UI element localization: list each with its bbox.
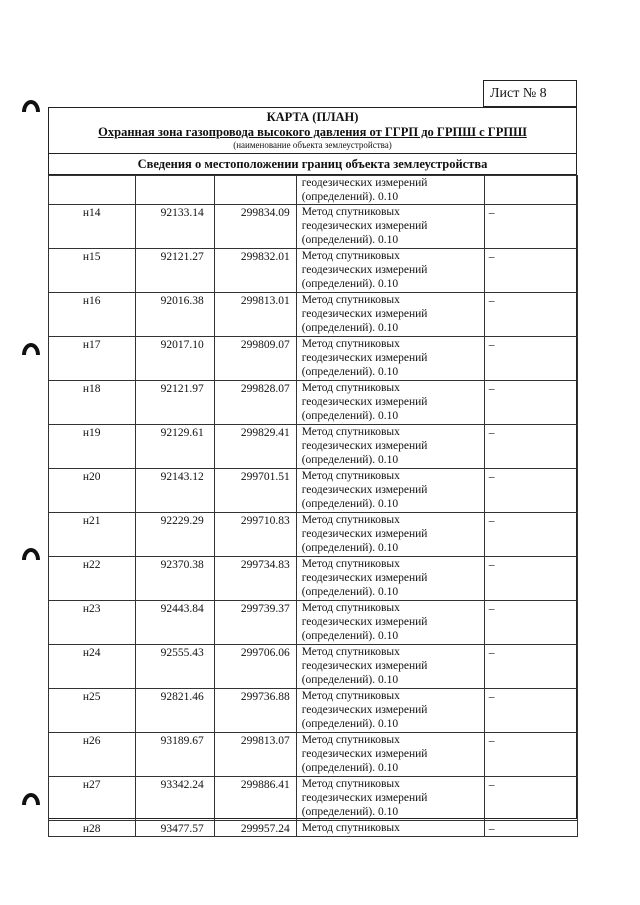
y-coordinate-cell: 299809.07: [214, 337, 296, 381]
table-row: [48, 557, 577, 601]
description-cell: –: [484, 249, 577, 293]
method-cell: [296, 205, 484, 249]
x-coordinate-cell: 93189.67: [135, 733, 214, 777]
point-number-cell: н14: [48, 205, 135, 249]
description-cell: –: [484, 777, 577, 821]
table-row: [48, 601, 577, 645]
method-cell: [296, 425, 484, 469]
coordinates-table: [48, 175, 578, 837]
table-row: [48, 733, 577, 777]
table-row-continuation: [48, 176, 577, 205]
y-coordinate-cell: 299734.83: [214, 557, 296, 601]
y-coordinate-cell: 299710.83: [214, 513, 296, 557]
method-cell: [296, 381, 484, 425]
y-coordinate-cell: 299701.51: [214, 469, 296, 513]
y-coordinate-cell: 299829.41: [214, 425, 296, 469]
method-cell: [296, 733, 484, 777]
method-line: геодезических измерений: [301, 264, 428, 276]
title-block: [49, 108, 576, 154]
y-coordinate-cell: 299834.09: [214, 205, 296, 249]
method-line: (определений). 0.10: [301, 191, 399, 203]
description-cell: –: [484, 425, 577, 469]
description-cell: –: [484, 293, 577, 337]
point-number-cell: н26: [48, 733, 135, 777]
method-line: геодезических измерений: [301, 352, 428, 364]
table-row: [48, 777, 577, 821]
object-name: Охранная зона газопровода высокого давления от ГГРП до ГРПШ с ГРПШ: [98, 125, 527, 139]
method-line: (определений). 0.10: [301, 586, 399, 598]
method-line: геодезических измерений: [301, 660, 428, 672]
table-row: [48, 381, 577, 425]
method-line: геодезических измерений: [301, 396, 428, 408]
method-line: геодезических измерений: [301, 616, 428, 628]
method-line: (определений). 0.10: [301, 762, 399, 774]
method-line: Метод спутниковых: [301, 514, 400, 526]
point-number-cell: н23: [48, 601, 135, 645]
method-line: геодезических измерений: [301, 220, 428, 232]
method-cell: [296, 557, 484, 601]
method-line: Метод спутниковых: [301, 822, 400, 834]
description-cell: –: [484, 205, 577, 249]
point-number-cell: н17: [48, 337, 135, 381]
table-row: [48, 821, 577, 837]
y-coordinate-cell: 299739.37: [214, 601, 296, 645]
method-line: Метод спутниковых: [301, 778, 400, 790]
punch-hole-mark: [22, 793, 40, 805]
method-cell: [296, 176, 484, 205]
point-number-cell: н24: [48, 645, 135, 689]
method-cell: [296, 293, 484, 337]
y-coordinate-cell: 299957.24: [214, 821, 296, 837]
method-cell: [296, 513, 484, 557]
y-coordinate-cell: 299828.07: [214, 381, 296, 425]
method-line: Метод спутниковых: [301, 250, 400, 262]
description-cell: –: [484, 733, 577, 777]
method-line: Метод спутниковых: [301, 206, 400, 218]
method-line: геодезических измерений: [301, 572, 428, 584]
method-cell: [296, 821, 484, 837]
method-line: Метод спутниковых: [301, 646, 400, 658]
page-title: КАРТА (ПЛАН): [266, 110, 359, 124]
method-line: (определений). 0.10: [301, 630, 399, 642]
coordinates-table-body: [48, 176, 577, 837]
point-cell: [48, 176, 135, 205]
method-cell: [296, 689, 484, 733]
description-cell: –: [484, 513, 577, 557]
method-line: (определений). 0.10: [301, 278, 399, 290]
method-line: геодезических измерений: [301, 528, 428, 540]
description-cell: –: [484, 689, 577, 733]
point-number-cell: н16: [48, 293, 135, 337]
method-line: Метод спутниковых: [301, 426, 400, 438]
point-number-cell: н18: [48, 381, 135, 425]
table-row: [48, 293, 577, 337]
x-coordinate-cell: 93477.57: [135, 821, 214, 837]
method-line: геодезических измерений: [301, 308, 428, 320]
sheet-number: Лист № 8: [483, 80, 577, 107]
point-number-cell: н25: [48, 689, 135, 733]
method-line: геодезических измерений: [301, 440, 428, 452]
x-coordinate-cell: 92129.61: [135, 425, 214, 469]
method-cell: [296, 337, 484, 381]
y-coordinate-cell: 299886.41: [214, 777, 296, 821]
description-cell: –: [484, 601, 577, 645]
point-number-cell: н15: [48, 249, 135, 293]
x-coordinate-cell: 92555.43: [135, 645, 214, 689]
method-line: (определений). 0.10: [301, 542, 399, 554]
y-coordinate-cell: 299706.06: [214, 645, 296, 689]
method-line: геодезических измерений: [301, 748, 428, 760]
point-number-cell: н28: [48, 821, 135, 837]
method-line: Метод спутниковых: [301, 690, 400, 702]
table-row: [48, 337, 577, 381]
table-row: [48, 689, 577, 733]
y-cell: [214, 176, 296, 205]
method-line: Метод спутниковых: [301, 602, 400, 614]
method-line: (определений). 0.10: [301, 234, 399, 246]
point-number-cell: н21: [48, 513, 135, 557]
section-title: Сведения о местоположении границ объекта землеустройства: [49, 154, 576, 175]
x-coordinate-cell: 92017.10: [135, 337, 214, 381]
method-line: геодезических измерений: [301, 704, 428, 716]
method-cell: [296, 469, 484, 513]
method-line: (определений). 0.10: [301, 366, 399, 378]
x-coordinate-cell: 92133.14: [135, 205, 214, 249]
point-number-cell: н27: [48, 777, 135, 821]
method-line: Метод спутниковых: [301, 294, 400, 306]
method-line: Метод спутниковых: [301, 470, 400, 482]
description-cell: –: [484, 381, 577, 425]
punch-hole-mark: [22, 100, 40, 112]
description-cell: –: [484, 337, 577, 381]
table-row: [48, 469, 577, 513]
table-row: [48, 425, 577, 469]
description-cell: –: [484, 821, 577, 837]
table-row: [48, 645, 577, 689]
point-number-cell: н22: [48, 557, 135, 601]
x-coordinate-cell: 92229.29: [135, 513, 214, 557]
method-line: (определений). 0.10: [301, 718, 399, 730]
method-line: геодезических измерений: [301, 177, 428, 189]
y-coordinate-cell: 299813.01: [214, 293, 296, 337]
method-cell: [296, 645, 484, 689]
x-coordinate-cell: 92143.12: [135, 469, 214, 513]
description-cell: –: [484, 645, 577, 689]
document-frame: [48, 107, 577, 835]
y-coordinate-cell: 299832.01: [214, 249, 296, 293]
object-name-caption: (наименование объекта землеустройства): [233, 140, 392, 150]
x-coordinate-cell: 92121.27: [135, 249, 214, 293]
x-coordinate-cell: 92016.38: [135, 293, 214, 337]
method-line: (определений). 0.10: [301, 674, 399, 686]
table-row: [48, 205, 577, 249]
x-cell: [135, 176, 214, 205]
description-cell: –: [484, 557, 577, 601]
method-line: (определений). 0.10: [301, 410, 399, 422]
y-coordinate-cell: 299813.07: [214, 733, 296, 777]
method-cell: [296, 249, 484, 293]
x-coordinate-cell: 93342.24: [135, 777, 214, 821]
method-line: геодезических измерений: [301, 792, 428, 804]
method-cell: [296, 601, 484, 645]
description-cell: –: [484, 469, 577, 513]
method-line: Метод спутниковых: [301, 382, 400, 394]
x-coordinate-cell: 92443.84: [135, 601, 214, 645]
method-line: Метод спутниковых: [301, 734, 400, 746]
method-line: Метод спутниковых: [301, 558, 400, 570]
method-line: Метод спутниковых: [301, 338, 400, 350]
method-line: (определений). 0.10: [301, 454, 399, 466]
method-cell: [296, 777, 484, 821]
method-line: (определений). 0.10: [301, 498, 399, 510]
description-cell: [484, 176, 577, 205]
table-row: [48, 513, 577, 557]
punch-hole-mark: [22, 343, 40, 355]
method-line: геодезических измерений: [301, 484, 428, 496]
method-line: (определений). 0.10: [301, 806, 399, 818]
x-coordinate-cell: 92821.46: [135, 689, 214, 733]
x-coordinate-cell: 92370.38: [135, 557, 214, 601]
table-row: [48, 249, 577, 293]
point-number-cell: н19: [48, 425, 135, 469]
punch-hole-mark: [22, 548, 40, 560]
y-coordinate-cell: 299736.88: [214, 689, 296, 733]
point-number-cell: н20: [48, 469, 135, 513]
x-coordinate-cell: 92121.97: [135, 381, 214, 425]
method-line: (определений). 0.10: [301, 322, 399, 334]
